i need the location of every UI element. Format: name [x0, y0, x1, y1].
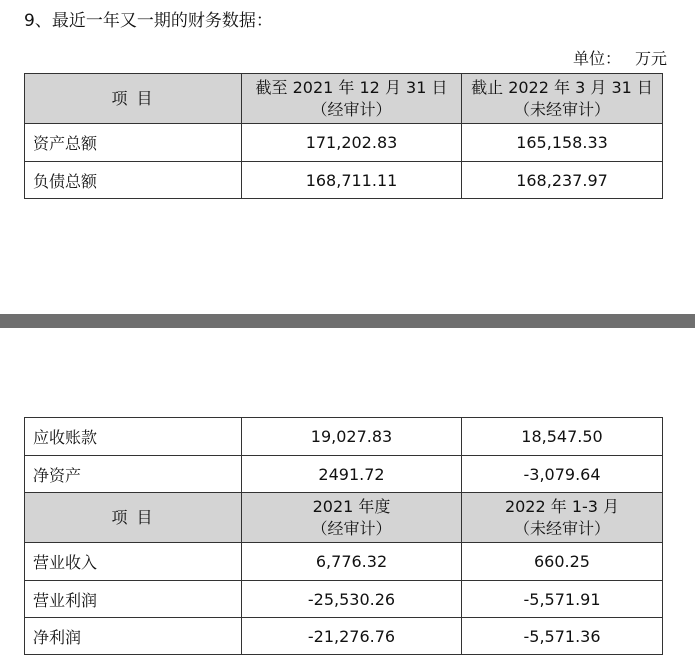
table-row — [25, 543, 663, 581]
row-label: 资产总额 — [25, 124, 242, 162]
balance-table — [24, 73, 663, 199]
header-2021-date: 截至 2021 年 12 月 31 日 — [255, 77, 448, 97]
page-break-band — [0, 314, 695, 328]
row-label: 净资产 — [25, 456, 242, 493]
row-value-2022: 660.25 — [462, 543, 663, 581]
row-label: 营业收入 — [25, 543, 242, 581]
row-value-2022: -3,079.64 — [462, 456, 663, 493]
header-2022 — [462, 493, 663, 543]
table-row — [25, 124, 663, 162]
table-row — [25, 418, 663, 456]
row-value-2021: -25,530.26 — [242, 581, 462, 618]
header-item: 项 目 — [25, 493, 242, 543]
row-label: 应收账款 — [25, 418, 242, 456]
row-value-2021: 2491.72 — [242, 456, 462, 493]
row-value-2021: -21,276.76 — [242, 618, 462, 655]
header-2021-audit: （经审计） — [311, 518, 392, 538]
row-label: 负债总额 — [25, 162, 242, 199]
header-2022-period: 2022 年 1-3 月 — [504, 496, 620, 516]
header-2022-audit: （未经审计） — [513, 518, 610, 538]
row-value-2022: 18,547.50 — [462, 418, 663, 456]
row-label: 营业利润 — [25, 581, 242, 618]
table-row — [25, 162, 663, 199]
row-value-2022: -5,571.36 — [462, 618, 663, 655]
table-row — [25, 456, 663, 493]
header-2021-period: 2021 年度 — [312, 496, 391, 516]
row-value-2022: 165,158.33 — [462, 124, 663, 162]
section-heading: 9、最近一年又一期的财务数据： — [24, 11, 273, 31]
unit-note — [573, 46, 667, 69]
income-header-row — [25, 493, 663, 543]
row-value-2022: 168,237.97 — [462, 162, 663, 199]
table-row — [25, 618, 663, 655]
row-value-2021: 171,202.83 — [242, 124, 462, 162]
table-row — [25, 581, 663, 618]
unit-label: 单位： — [572, 49, 621, 68]
header-2021 — [242, 74, 462, 124]
row-value-2021: 6,776.32 — [242, 543, 462, 581]
balance-header-row — [25, 74, 663, 124]
unit-value: 万元 — [634, 49, 667, 68]
header-item: 项 目 — [25, 74, 242, 124]
row-value-2021: 19,027.83 — [242, 418, 462, 456]
row-value-2021: 168,711.11 — [242, 162, 462, 199]
header-2022 — [462, 74, 663, 124]
income-table — [24, 417, 663, 655]
row-value-2022: -5,571.91 — [462, 581, 663, 618]
header-2021-audit: （经审计） — [311, 99, 392, 119]
header-2022-date: 截止 2022 年 3 月 31 日 — [471, 77, 653, 97]
header-2021 — [242, 493, 462, 543]
row-label: 净利润 — [25, 618, 242, 655]
header-2022-audit: （未经审计） — [513, 99, 610, 119]
